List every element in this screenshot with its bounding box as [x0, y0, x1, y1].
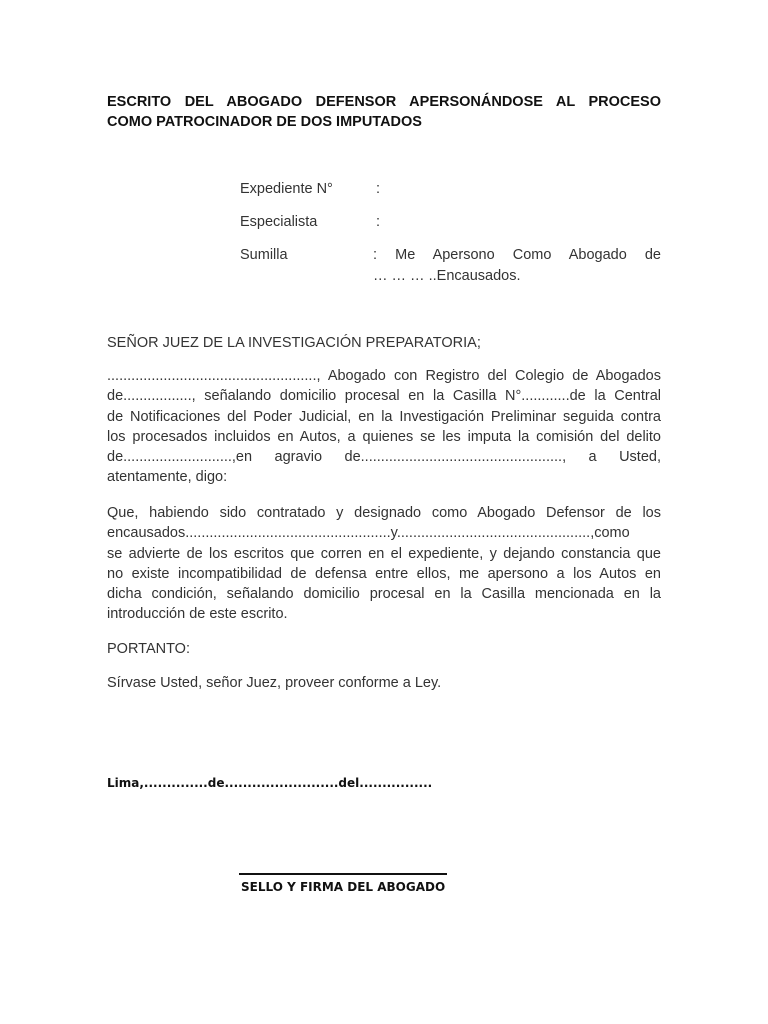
portanto-heading: PORTANTO:	[107, 641, 190, 657]
expediente-row	[240, 179, 661, 212]
paragraph-2-line: encausados...................................................y................................................,como	[107, 525, 630, 542]
header-fields	[240, 179, 661, 284]
paragraph-1-line: de...........................,en agravio de.................................................., a Usted,	[107, 449, 661, 466]
document-title	[107, 92, 661, 132]
sumilla-value-line-1: : Me Apersono Como Abogado de	[373, 247, 661, 263]
paragraph-2-line: introducción de este escrito.	[107, 606, 288, 623]
sumilla-value-line-2: … … … ..Encausados.	[373, 268, 521, 284]
paragraph-2	[107, 503, 661, 625]
paragraph-2-line: se advierte de los escritos que corren en el expediente, y dejando constancia que	[107, 545, 661, 562]
paragraph-1-line: atentamente, digo:	[107, 469, 228, 486]
sumilla-row	[240, 245, 661, 284]
paragraph-1	[107, 366, 661, 488]
signature-label: SELLO Y FIRMA DEL ABOGADO	[241, 880, 446, 894]
signature-line	[239, 873, 447, 875]
paragraph-1-line: los procesados incluidos en Autos, a quienes se les imputa la comisión del delito	[107, 428, 661, 445]
title-line-2: COMO PATROCINADOR DE DOS IMPUTADOS	[107, 114, 422, 130]
paragraph-2-line: dicha condición, señalando domicilio procesal en la Casilla mencionada en la	[107, 586, 661, 603]
paragraph-1-line: ...................................................., Abogado con Registro del Colegio de Abogados	[107, 368, 661, 384]
especialista-row	[240, 212, 661, 245]
expediente-label: Expediente N°	[240, 181, 333, 197]
expediente-colon: :	[376, 181, 381, 197]
addressee: SEÑOR JUEZ DE LA INVESTIGACIÓN PREPARATORIA;	[107, 335, 481, 351]
paragraph-1-line: de................., señalando domicilio procesal en la Casilla N°............de la Central	[107, 388, 661, 405]
sumilla-value	[373, 245, 661, 287]
closing-request: Sírvase Usted, señor Juez, proveer conforme a Ley.	[107, 675, 442, 691]
sumilla-label: Sumilla	[240, 247, 288, 263]
especialista-label: Especialista	[240, 214, 318, 230]
especialista-colon: :	[376, 214, 381, 230]
title-line-1: ESCRITO DEL ABOGADO DEFENSOR APERSONÁNDOSE AL PROCESO	[107, 94, 661, 110]
paragraph-1-line: de Notificaciones del Poder Judicial, en la Investigación Preliminar seguida contra	[107, 408, 661, 425]
place-date-line: Lima,..............de.........................del................	[107, 776, 433, 790]
paragraph-2-line: Que, habiendo sido contratado y designado como Abogado Defensor de los	[107, 505, 661, 521]
paragraph-2-line: no existe incompatibilidad de defensa entre ellos, me apersono a los Autos en	[107, 565, 661, 582]
